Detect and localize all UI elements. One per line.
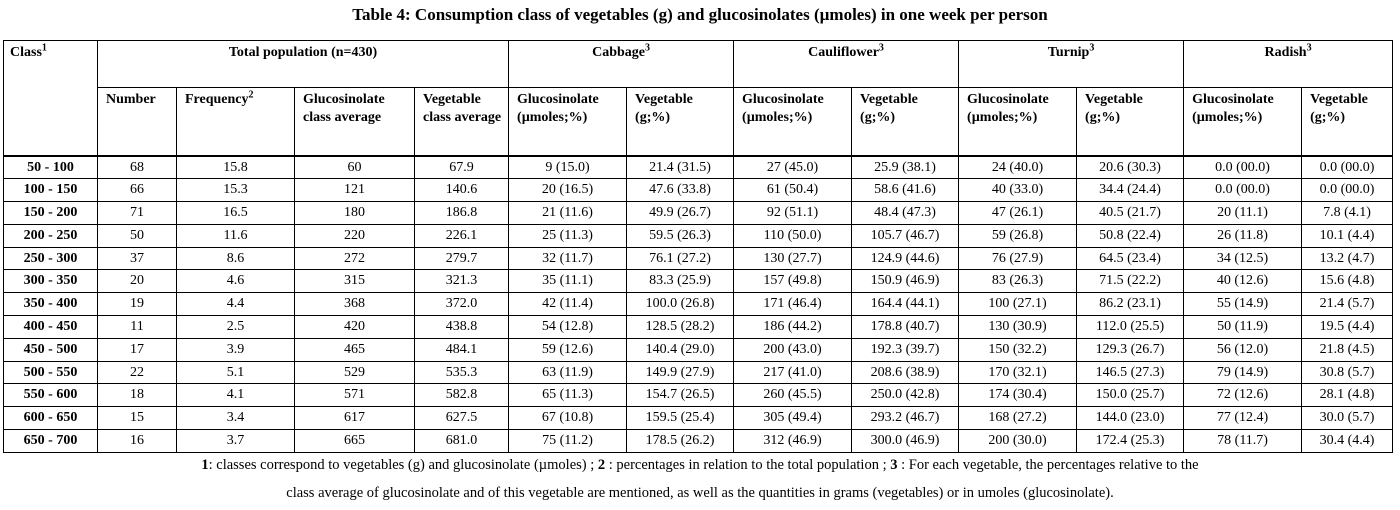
cabbage-vegetable-cell: 76.1 (27.2) [627,247,734,270]
cauliflower-glucosinolate-header: Glucosinolate (µmoles;%) [734,88,852,157]
cabbage-glucosinolate-cell: 21 (11.6) [509,202,627,225]
radish-vegetable-cell: 30.8 (5.7) [1302,361,1393,384]
turnip-vegetable-cell: 144.0 (23.0) [1077,407,1184,430]
cauliflower-glucosinolate-cell: 61 (50.4) [734,179,852,202]
cauliflower-glucosinolate-cell: 200 (43.0) [734,338,852,361]
footnote-line-2: class average of glucosinolate and of this vegetable are mentioned, as well as the quantities in grams (vegetables) or in umoles (glucosinolate). [286,485,1114,501]
turnip-glucosinolate-cell: 170 (32.1) [959,361,1077,384]
number-cell: 15 [98,407,177,430]
number-cell: 37 [98,247,177,270]
radish-glucosinolate-cell: 55 (14.9) [1184,293,1302,316]
cauliflower-glucosinolate-cell: 305 (49.4) [734,407,852,430]
turnip-glucosinolate-cell: 174 (30.4) [959,384,1077,407]
vegetable-class-average-cell: 582.8 [415,384,509,407]
cabbage-vegetable-cell: 149.9 (27.9) [627,361,734,384]
cabbage-glucosinolate-cell: 67 (10.8) [509,407,627,430]
number-cell: 22 [98,361,177,384]
turnip-vegetable-header: Vegetable (g;%) [1077,88,1184,157]
radish-glucosinolate-cell: 77 (12.4) [1184,407,1302,430]
number-cell: 71 [98,202,177,225]
number-cell: 20 [98,270,177,293]
vegetable-class-average-cell: 67.9 [415,156,509,179]
frequency-header: Frequency$^2$ [177,88,295,157]
frequency-cell: 5.1 [177,361,295,384]
glucosinolate-class-average-cell: 121 [295,179,415,202]
glucosinolate-class-average-cell: 529 [295,361,415,384]
radish-vegetable-cell: 28.1 (4.8) [1302,384,1393,407]
cabbage-glucosinolate-cell: 63 (11.9) [509,361,627,384]
radish-glucosinolate-header: Glucosinolate (µmoles;%) [1184,88,1302,157]
number-cell: 19 [98,293,177,316]
frequency-cell: 4.6 [177,270,295,293]
cabbage-vegetable-header: Vegetable (g;%) [627,88,734,157]
radish-glucosinolate-cell: 78 (11.7) [1184,430,1302,453]
table-row [4,179,1393,202]
radish-glucosinolate-cell: 79 (14.9) [1184,361,1302,384]
radish-glucosinolate-cell: 50 (11.9) [1184,316,1302,339]
table-row [4,202,1393,225]
table-title: Table 4: Consumption class of vegetables (g) and glucosinolates (µmoles) in one week per person [352,5,1048,24]
cabbage-glucosinolate-cell: 32 (11.7) [509,247,627,270]
class-cell: 250 - 300 [4,247,98,270]
radish-vegetable-header: Vegetable (g;%) [1302,88,1393,157]
turnip-glucosinolate-cell: 47 (26.1) [959,202,1077,225]
turnip-glucosinolate-cell: 59 (26.8) [959,224,1077,247]
turnip-vegetable-cell: 64.5 (23.4) [1077,247,1184,270]
frequency-cell: 15.3 [177,179,295,202]
cabbage-vegetable-cell: 83.3 (25.9) [627,270,734,293]
cauliflower-vegetable-cell: 150.9 (46.9) [852,270,959,293]
cabbage-glucosinolate-header: Glucosinolate (µmoles;%) [509,88,627,157]
turnip-glucosinolate-cell: 76 (27.9) [959,247,1077,270]
turnip-vegetable-cell: 129.3 (26.7) [1077,338,1184,361]
turnip-glucosinolate-cell: 200 (30.0) [959,430,1077,453]
class-cell: 100 - 150 [4,179,98,202]
turnip-glucosinolate-cell: 130 (30.9) [959,316,1077,339]
class-cell: 50 - 100 [4,156,98,179]
vegetable-class-average-cell: 226.1 [415,224,509,247]
cabbage-glucosinolate-cell: 59 (12.6) [509,338,627,361]
class-cell: 300 - 350 [4,270,98,293]
class-cell: 600 - 650 [4,407,98,430]
cauliflower-vegetable-cell: 25.9 (38.1) [852,156,959,179]
cauliflower-vegetable-cell: 208.6 (38.9) [852,361,959,384]
class-cell: 350 - 400 [4,293,98,316]
radish-glucosinolate-cell: 20 (11.1) [1184,202,1302,225]
turnip-glucosinolate-cell: 150 (32.2) [959,338,1077,361]
number-cell: 11 [98,316,177,339]
radish-vegetable-cell: 21.4 (5.7) [1302,293,1393,316]
radish-vegetable-cell: 19.5 (4.4) [1302,316,1393,339]
table-row [4,361,1393,384]
frequency-cell: 2.5 [177,316,295,339]
frequency-cell: 15.8 [177,156,295,179]
cabbage-vegetable-cell: 49.9 (26.7) [627,202,734,225]
vegetable-class-average-cell: 535.3 [415,361,509,384]
frequency-cell: 16.5 [177,202,295,225]
radish-vegetable-cell: 7.8 (4.1) [1302,202,1393,225]
cabbage-glucosinolate-cell: 25 (11.3) [509,224,627,247]
cauliflower-vegetable-cell: 300.0 (46.9) [852,430,959,453]
radish-vegetable-cell: 10.1 (4.4) [1302,224,1393,247]
glucosinolate-class-average-cell: 465 [295,338,415,361]
frequency-cell: 11.6 [177,224,295,247]
radish-vegetable-cell: 0.0 (00.0) [1302,179,1393,202]
vegetable-class-average-cell: 321.3 [415,270,509,293]
turnip-glucosinolate-cell: 168 (27.2) [959,407,1077,430]
table-row [4,316,1393,339]
class-cell: 200 - 250 [4,224,98,247]
radish-glucosinolate-cell: 0.0 (00.0) [1184,179,1302,202]
table-row [4,384,1393,407]
cabbage-glucosinolate-cell: 75 (11.2) [509,430,627,453]
footnote-line-1: 1: classes correspond to vegetables (g) and glucosinolate (µmoles) ; 2 : percentages in relation to the total population ; 3 : For each vegetable, the percentages relative to the [201,457,1199,473]
radish-vegetable-cell: 13.2 (4.7) [1302,247,1393,270]
cabbage-glucosinolate-cell: 42 (11.4) [509,293,627,316]
class-cell: 650 - 700 [4,430,98,453]
class-cell: 550 - 600 [4,384,98,407]
cabbage-vegetable-cell: 59.5 (26.3) [627,224,734,247]
vegetable-class-average-cell: 372.0 [415,293,509,316]
cauliflower-glucosinolate-cell: 27 (45.0) [734,156,852,179]
turnip-vegetable-cell: 172.4 (25.3) [1077,430,1184,453]
cauliflower-vegetable-cell: 178.8 (40.7) [852,316,959,339]
cauliflower-vegetable-cell: 124.9 (44.6) [852,247,959,270]
table-body [4,156,1393,452]
cauliflower-vegetable-cell: 192.3 (39.7) [852,338,959,361]
cabbage-vegetable-cell: 128.5 (28.2) [627,316,734,339]
radish-glucosinolate-cell: 26 (11.8) [1184,224,1302,247]
glucosinolate-class-average-cell: 665 [295,430,415,453]
turnip-glucosinolate-cell: 83 (26.3) [959,270,1077,293]
cauliflower-vegetable-cell: 105.7 (46.7) [852,224,959,247]
vegetable-class-average-cell: 484.1 [415,338,509,361]
cabbage-vegetable-cell: 140.4 (29.0) [627,338,734,361]
cauliflower-glucosinolate-cell: 186 (44.2) [734,316,852,339]
radish-glucosinolate-cell: 0.0 (00.0) [1184,156,1302,179]
cabbage-glucosinolate-cell: 9 (15.0) [509,156,627,179]
vegetable-class-average-header: Vegetable class average [415,88,509,157]
table-row [4,270,1393,293]
number-cell: 66 [98,179,177,202]
cauliflower-vegetable-cell: 48.4 (47.3) [852,202,959,225]
glucosinolate-class-average-cell: 617 [295,407,415,430]
glucosinolate-class-average-cell: 315 [295,270,415,293]
radish-vegetable-cell: 15.6 (4.8) [1302,270,1393,293]
radish-glucosinolate-cell: 40 (12.6) [1184,270,1302,293]
cauliflower-glucosinolate-cell: 312 (46.9) [734,430,852,453]
frequency-cell: 3.7 [177,430,295,453]
turnip-vegetable-cell: 112.0 (25.5) [1077,316,1184,339]
cauliflower-glucosinolate-cell: 130 (27.7) [734,247,852,270]
glucosinolate-class-average-header: Glucosinolate class average [295,88,415,157]
cabbage-vegetable-cell: 100.0 (26.8) [627,293,734,316]
cabbage-vegetable-cell: 159.5 (25.4) [627,407,734,430]
cabbage-glucosinolate-cell: 54 (12.8) [509,316,627,339]
vegetable-class-average-cell: 627.5 [415,407,509,430]
vegetable-class-average-cell: 186.8 [415,202,509,225]
cauliflower-vegetable-cell: 250.0 (42.8) [852,384,959,407]
cabbage-header: Cabbage$^3$ [509,41,734,88]
glucosinolate-class-average-cell: 220 [295,224,415,247]
radish-glucosinolate-cell: 56 (12.0) [1184,338,1302,361]
cauliflower-glucosinolate-cell: 260 (45.5) [734,384,852,407]
turnip-vegetable-cell: 34.4 (24.4) [1077,179,1184,202]
class-header: Class$^1$ [4,41,98,157]
frequency-cell: 4.1 [177,384,295,407]
radish-vegetable-cell: 21.8 (4.5) [1302,338,1393,361]
turnip-glucosinolate-cell: 100 (27.1) [959,293,1077,316]
cauliflower-header: Cauliflower$^3$ [734,41,959,88]
glucosinolate-class-average-cell: 180 [295,202,415,225]
cauliflower-vegetable-cell: 164.4 (44.1) [852,293,959,316]
number-cell: 68 [98,156,177,179]
table-row [4,224,1393,247]
radish-vegetable-cell: 30.0 (5.7) [1302,407,1393,430]
cauliflower-glucosinolate-cell: 217 (41.0) [734,361,852,384]
class-cell: 400 - 450 [4,316,98,339]
turnip-vegetable-cell: 86.2 (23.1) [1077,293,1184,316]
radish-glucosinolate-cell: 34 (12.5) [1184,247,1302,270]
glucosinolate-class-average-cell: 571 [295,384,415,407]
turnip-vegetable-cell: 20.6 (30.3) [1077,156,1184,179]
glucosinolate-class-average-cell: 368 [295,293,415,316]
cabbage-glucosinolate-cell: 35 (11.1) [509,270,627,293]
number-cell: 16 [98,430,177,453]
cabbage-vegetable-cell: 154.7 (26.5) [627,384,734,407]
cabbage-vegetable-cell: 47.6 (33.8) [627,179,734,202]
turnip-vegetable-cell: 50.8 (22.4) [1077,224,1184,247]
total-population-header: Total population (n=430) [98,41,509,88]
turnip-vegetable-cell: 146.5 (27.3) [1077,361,1184,384]
number-cell: 17 [98,338,177,361]
frequency-cell: 3.4 [177,407,295,430]
frequency-cell: 3.9 [177,338,295,361]
turnip-vegetable-cell: 40.5 (21.7) [1077,202,1184,225]
cabbage-vegetable-cell: 178.5 (26.2) [627,430,734,453]
cauliflower-vegetable-header: Vegetable (g;%) [852,88,959,157]
table-row [4,407,1393,430]
cauliflower-vegetable-cell: 293.2 (46.7) [852,407,959,430]
class-cell: 150 - 200 [4,202,98,225]
cauliflower-glucosinolate-cell: 92 (51.1) [734,202,852,225]
turnip-vegetable-cell: 150.0 (25.7) [1077,384,1184,407]
table-row [4,156,1393,179]
vegetable-class-average-cell: 279.7 [415,247,509,270]
radish-header: Radish$^3$ [1184,41,1393,88]
turnip-vegetable-cell: 71.5 (22.2) [1077,270,1184,293]
turnip-header: Turnip$^3$ [959,41,1184,88]
vegetable-class-average-cell: 140.6 [415,179,509,202]
number-cell: 18 [98,384,177,407]
class-cell: 500 - 550 [4,361,98,384]
radish-vegetable-cell: 30.4 (4.4) [1302,430,1393,453]
turnip-glucosinolate-cell: 24 (40.0) [959,156,1077,179]
vegetable-class-average-cell: 438.8 [415,316,509,339]
cabbage-vegetable-cell: 21.4 (31.5) [627,156,734,179]
glucosinolate-class-average-cell: 272 [295,247,415,270]
cauliflower-glucosinolate-cell: 171 (46.4) [734,293,852,316]
turnip-glucosinolate-header: Glucosinolate (µmoles;%) [959,88,1077,157]
cabbage-glucosinolate-cell: 65 (11.3) [509,384,627,407]
vegetable-class-average-cell: 681.0 [415,430,509,453]
frequency-cell: 8.6 [177,247,295,270]
table-row [4,293,1393,316]
number-header: Number [98,88,177,157]
table-row [4,338,1393,361]
cauliflower-glucosinolate-cell: 157 (49.8) [734,270,852,293]
glucosinolate-class-average-cell: 420 [295,316,415,339]
radish-vegetable-cell: 0.0 (00.0) [1302,156,1393,179]
cabbage-glucosinolate-cell: 20 (16.5) [509,179,627,202]
frequency-cell: 4.4 [177,293,295,316]
turnip-glucosinolate-cell: 40 (33.0) [959,179,1077,202]
table-row [4,247,1393,270]
cauliflower-vegetable-cell: 58.6 (41.6) [852,179,959,202]
glucosinolate-class-average-cell: 60 [295,156,415,179]
number-cell: 50 [98,224,177,247]
consumption-table [3,40,1393,453]
cauliflower-glucosinolate-cell: 110 (50.0) [734,224,852,247]
table-row [4,430,1393,453]
class-cell: 450 - 500 [4,338,98,361]
radish-glucosinolate-cell: 72 (12.6) [1184,384,1302,407]
